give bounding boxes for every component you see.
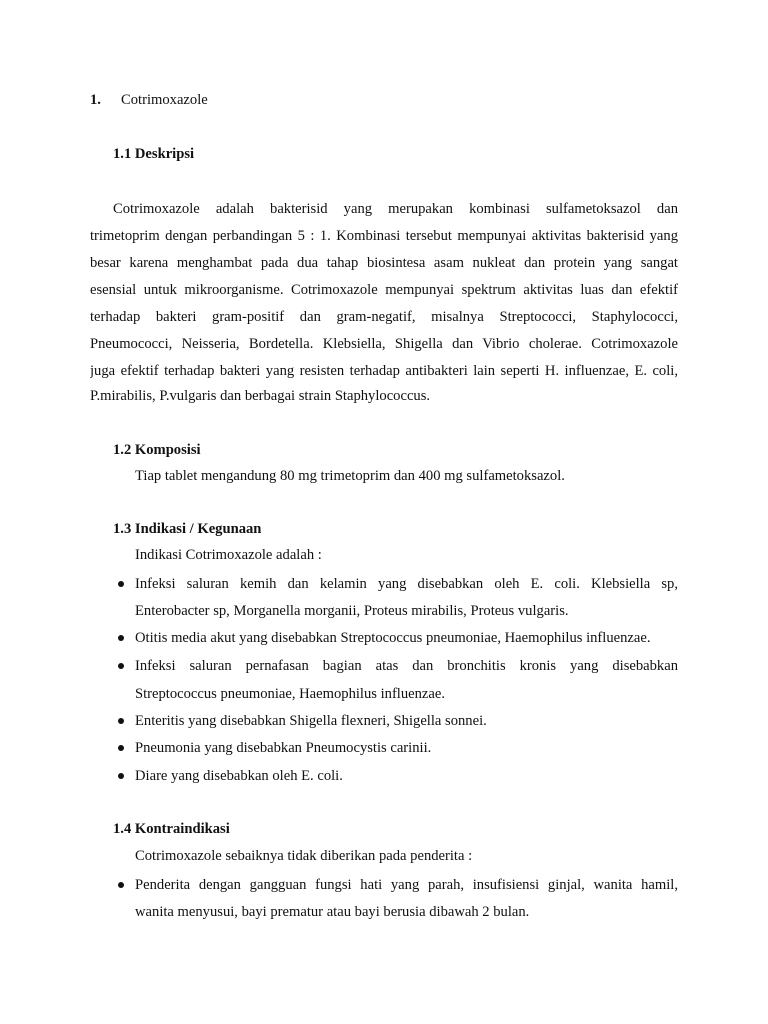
deskripsi-line-2: trimetoprim dengan perbandingan 5 : 1. Kombinasi tersebut mempunyai aktivitas bakterisid yang <box>90 228 678 244</box>
list-item-line: Streptococcus pneumoniae, Haemophilus influenzae. <box>135 686 446 702</box>
section-title-kontraindikasi: 1.4 Kontraindikasi <box>113 821 230 837</box>
bullet-icon <box>118 663 124 669</box>
bullet-icon <box>118 773 124 779</box>
list-item-line: Infeksi saluran kemih dan kelamin yang disebabkan oleh E. coli. Klebsiella sp, <box>135 576 678 592</box>
section-title-indikasi: 1.3 Indikasi / Kegunaan <box>113 521 262 537</box>
list-item-line: wanita menyusui, bayi prematur atau bayi berusia dibawah 2 bulan. <box>135 904 530 920</box>
kontraindikasi-intro: Cotrimoxazole sebaiknya tidak diberikan pada penderita : <box>135 848 473 864</box>
deskripsi-line-5: terhadap bakteri gram-positif dan gram-negatif, misalnya Streptococci, Staphylococci, <box>90 309 678 325</box>
bullet-icon <box>118 581 124 587</box>
heading-number: 1. <box>90 92 101 108</box>
deskripsi-line-3: besar karena menghambat pada dua tahap biosintesa asam nukleat dan protein yang sangat <box>90 255 678 271</box>
list-item-line: Diare yang disebabkan oleh E. coli. <box>135 768 343 784</box>
list-item-line: Infeksi saluran pernafasan bagian atas dan bronchitis kronis yang disebabkan <box>135 658 678 674</box>
deskripsi-line-1: Cotrimoxazole adalah bakterisid yang merupakan kombinasi sulfametoksazol dan <box>113 201 678 217</box>
bullet-icon <box>118 745 124 751</box>
heading-title: Cotrimoxazole <box>121 92 208 108</box>
deskripsi-line-4: esensial untuk mikroorganisme. Cotrimoxazole mempunyai spektrum aktivitas luas dan efektif <box>90 282 678 298</box>
section-title-deskripsi: 1.1 Deskripsi <box>113 146 195 162</box>
list-item-line: Enterobacter sp, Morganella morganii, Proteus mirabilis, Proteus vulgaris. <box>135 603 569 619</box>
section-title-komposisi: 1.2 Komposisi <box>113 442 201 458</box>
list-item-line: Penderita dengan gangguan fungsi hati yang parah, insufisiensi ginjal, wanita hamil, <box>135 877 678 893</box>
list-item-line: Otitis media akut yang disebabkan Streptococcus pneumoniae, Haemophilus influenzae. <box>135 630 651 646</box>
deskripsi-line-8: P.mirabilis, P.vulgaris dan berbagai strain Staphylococcus. <box>90 388 431 404</box>
list-item-line: Enteritis yang disebabkan Shigella flexneri, Shigella sonnei. <box>135 713 487 729</box>
deskripsi-line-7: juga efektif terhadap bakteri yang resisten terhadap antibakteri lain seperti H. influenzae, E. coli, <box>90 363 678 379</box>
bullet-icon <box>118 882 124 888</box>
list-item-line: Pneumonia yang disebabkan Pneumocystis carinii. <box>135 740 432 756</box>
deskripsi-line-6: Pneumococci, Neisseria, Bordetella. Klebsiella, Shigella dan Vibrio cholerae. Cotrimoxazole <box>90 336 678 352</box>
bullet-icon <box>118 635 124 641</box>
indikasi-intro: Indikasi Cotrimoxazole adalah : <box>135 547 322 563</box>
komposisi-text: Tiap tablet mengandung 80 mg trimetoprim dan 400 mg sulfametoksazol. <box>135 468 565 484</box>
bullet-icon <box>118 718 124 724</box>
